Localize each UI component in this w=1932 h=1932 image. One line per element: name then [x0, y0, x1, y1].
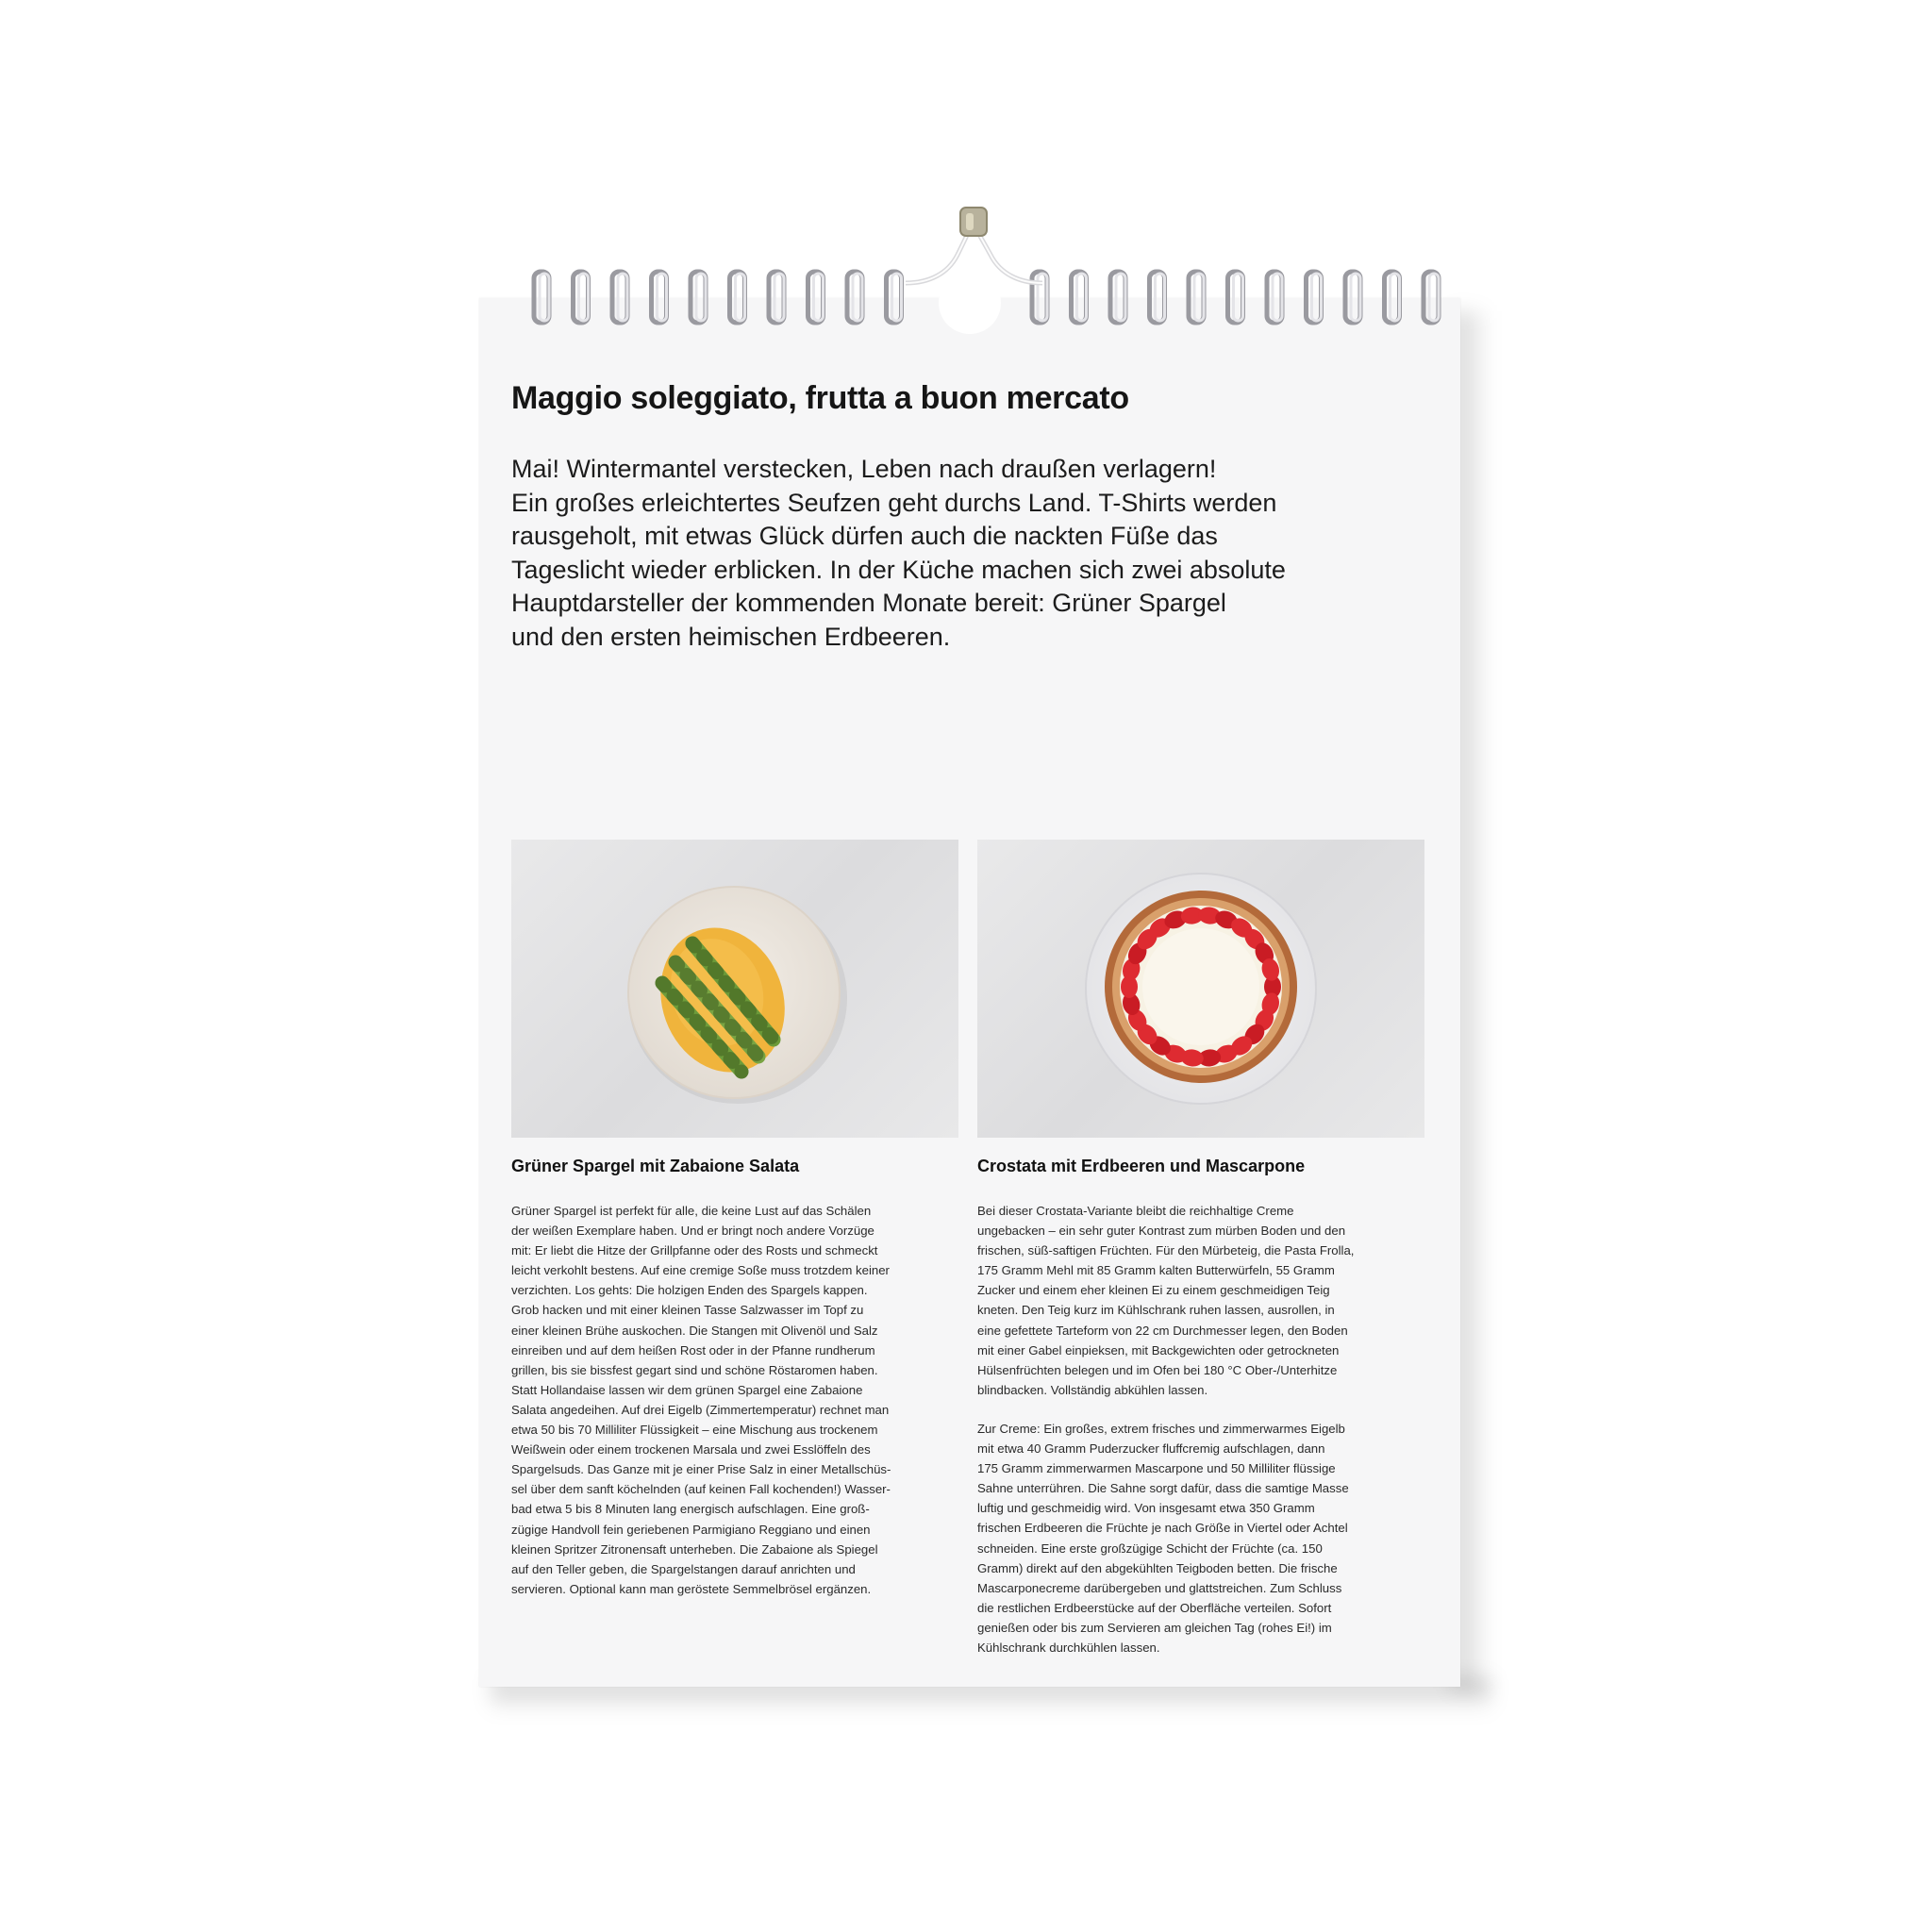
recipe-line: luftig und geschmeidig wird. Von insgesamt etwa 350 Gramm — [977, 1501, 1315, 1516]
recipe-text-asparagus — [511, 1201, 891, 1599]
asparagus-plate-photo — [511, 840, 958, 1138]
recipe-line: mit einer Gabel einpieksen, mit Backgewichten oder getrockneten — [977, 1342, 1340, 1357]
recipe-line: frischen, süß-saftigen Früchten. Für den Mürbeteig, die Pasta Frolla, — [977, 1243, 1355, 1258]
intro-line: und den ersten heimischen Erdbeeren. — [511, 622, 951, 651]
recipe-line: eine gefettete Tarteform von 22 cm Durchmesser legen, den Boden — [977, 1323, 1348, 1338]
recipe-line: die restlichen Erdbeerstücke auf der Oberfläche verteilen. Sofort — [977, 1600, 1332, 1615]
recipe-line: Zur Creme: Ein großes, extrem frisches und zimmerwarmes Eigelb — [977, 1422, 1345, 1436]
recipe-line: Hülsenfrüchten belegen und im Ofen bei 180 °C Ober-/Unterhitze — [977, 1362, 1338, 1377]
recipe-line: bad etwa 5 bis 8 Minuten lang energisch aufschlagen. Eine groß- — [511, 1502, 870, 1517]
recipe-text-crostata-cream — [977, 1419, 1349, 1657]
recipe-line: schneiden. Eine erste großzügige Schicht der Früchte (ca. 150 — [977, 1541, 1323, 1556]
recipe-line: Bei dieser Crostata-Variante bleibt die reichhaltige Creme — [977, 1204, 1294, 1218]
recipe-line: Gramm) direkt auf den abgekühlten Teigboden betten. Die frische — [977, 1560, 1338, 1575]
intro-line: Tageslicht wieder erblicken. In der Küche machen sich zwei absolute — [511, 555, 1286, 584]
recipe-line: Kühlschrank durchkühlen lassen. — [977, 1641, 1160, 1656]
recipe-line: Statt Hollandaise lassen wir dem grünen Spargel eine Zabaione — [511, 1382, 863, 1397]
recipe-line: sel über dem sanft köchelnden (auf keinen Fall kochenden!) Wasser- — [511, 1482, 891, 1497]
recipe-line: kneten. Den Teig kurz im Kühlschrank ruhen lassen, ausrollen, in — [977, 1303, 1335, 1318]
recipe-line: Salata angedeihen. Auf drei Eigelb (Zimmertemperatur) rechnet man — [511, 1402, 890, 1417]
intro-line: Mai! Wintermantel verstecken, Leben nach draußen verlagern! — [511, 455, 1217, 483]
recipe-line: Mascarponecreme darübergeben und glattstreichen. Zum Schluss — [977, 1580, 1342, 1595]
recipe-title-asparagus: Grüner Spargel mit Zabaione Salata — [511, 1157, 800, 1175]
recipe-line: Spargelsuds. Das Ganze mit je einer Prise Salz in einer Metallschüs- — [511, 1462, 891, 1477]
intro-line: Hauptdarsteller der kommenden Monate bereit: Grüner Spargel — [511, 589, 1226, 617]
recipe-line: mit: Er liebt die Hitze der Grillpfanne oder des Rosts und schmeckt — [511, 1243, 878, 1258]
recipe-line: der weißen Exemplare haben. Und er bringt noch andere Vorzüge — [511, 1224, 874, 1239]
recipe-line: Zucker und einem eher kleinen Ei zu einem geschmeidigen Teig — [977, 1283, 1330, 1298]
intro-line: Ein großes erleichtertes Seufzen geht durchs Land. T-Shirts werden — [511, 488, 1277, 517]
recipe-line: einreiben und auf dem heißen Rost oder in der Pfanne rundherum — [511, 1342, 875, 1357]
recipe-line: mit etwa 40 Gramm Puderzucker fluffcremig aufschlagen, dann — [977, 1441, 1325, 1457]
intro-line: rausgeholt, mit etwas Glück dürfen auch die nackten Füße das — [511, 522, 1218, 550]
recipe-line: Sahne unterrühren. Die Sahne sorgt dafür, dass die samtige Masse — [977, 1481, 1349, 1496]
recipe-line: 175 Gramm zimmerwarmen Mascarpone und 50 Milliliter flüssige — [977, 1461, 1336, 1476]
recipe-line: leicht verkohlt bestens. Auf eine cremige Soße muss trotzdem keiner — [511, 1263, 890, 1278]
recipe-line: grillen, bis sie bissfest gegart sind und schöne Röstaromen haben. — [511, 1362, 878, 1377]
recipe-line: etwa 50 bis 70 Milliliter Flüssigkeit – eine Mischung aus trockenem — [511, 1423, 878, 1438]
recipe-line: frischen Erdbeeren die Früchte je nach Größe in Viertel oder Achtel — [977, 1521, 1348, 1536]
recipe-title-crostata: Crostata mit Erdbeeren und Mascarpone — [977, 1157, 1306, 1175]
strawberry-tart-photo — [977, 840, 1424, 1138]
recipe-line: ungebacken – ein sehr guter Kontrast zum mürben Boden und den — [977, 1224, 1346, 1239]
recipe-line: Grob hacken und mit einer kleinen Tasse Salzwasser im Topf zu — [511, 1303, 864, 1318]
recipe-line: Grüner Spargel ist perfekt für alle, die keine Lust auf das Schälen — [511, 1204, 872, 1218]
recipe-line: blindbacken. Vollständig abkühlen lassen. — [977, 1382, 1208, 1397]
recipe-text-crostata-dough — [977, 1201, 1354, 1400]
recipe-line: kleinen Spritzer Zitronensaft unterheben. Die Zabaione als Spiegel — [511, 1541, 878, 1557]
recipe-line: auf den Teller geben, die Spargelstangen darauf anrichten und — [511, 1561, 856, 1576]
recipe-line: Weißwein oder einem trockenen Marsala und zwei Esslöffeln des — [511, 1442, 871, 1457]
intro-text — [511, 453, 1417, 654]
recipe-line: einer kleinen Brühe auskochen. Die Stangen mit Olivenöl und Salz — [511, 1323, 878, 1338]
page-title: Maggio soleggiato, frutta a buon mercato — [511, 380, 1129, 416]
recipe-line: zügige Handvoll fein geriebenen Parmigiano Reggiano und einen — [511, 1522, 871, 1537]
recipe-line: servieren. Optional kann man geröstete Semmelbrösel ergänzen. — [511, 1581, 872, 1596]
recipe-line: genießen oder bis zum Servieren am gleichen Tag (rohes Ei!) im — [977, 1620, 1332, 1635]
recipe-line: 175 Gramm Mehl mit 85 Gramm kalten Butterwürfeln, 55 Gramm — [977, 1263, 1335, 1278]
recipe-line: verzichten. Los gehts: Die holzigen Enden des Spargels kappen. — [511, 1283, 868, 1298]
hanger-hole — [939, 272, 1001, 334]
